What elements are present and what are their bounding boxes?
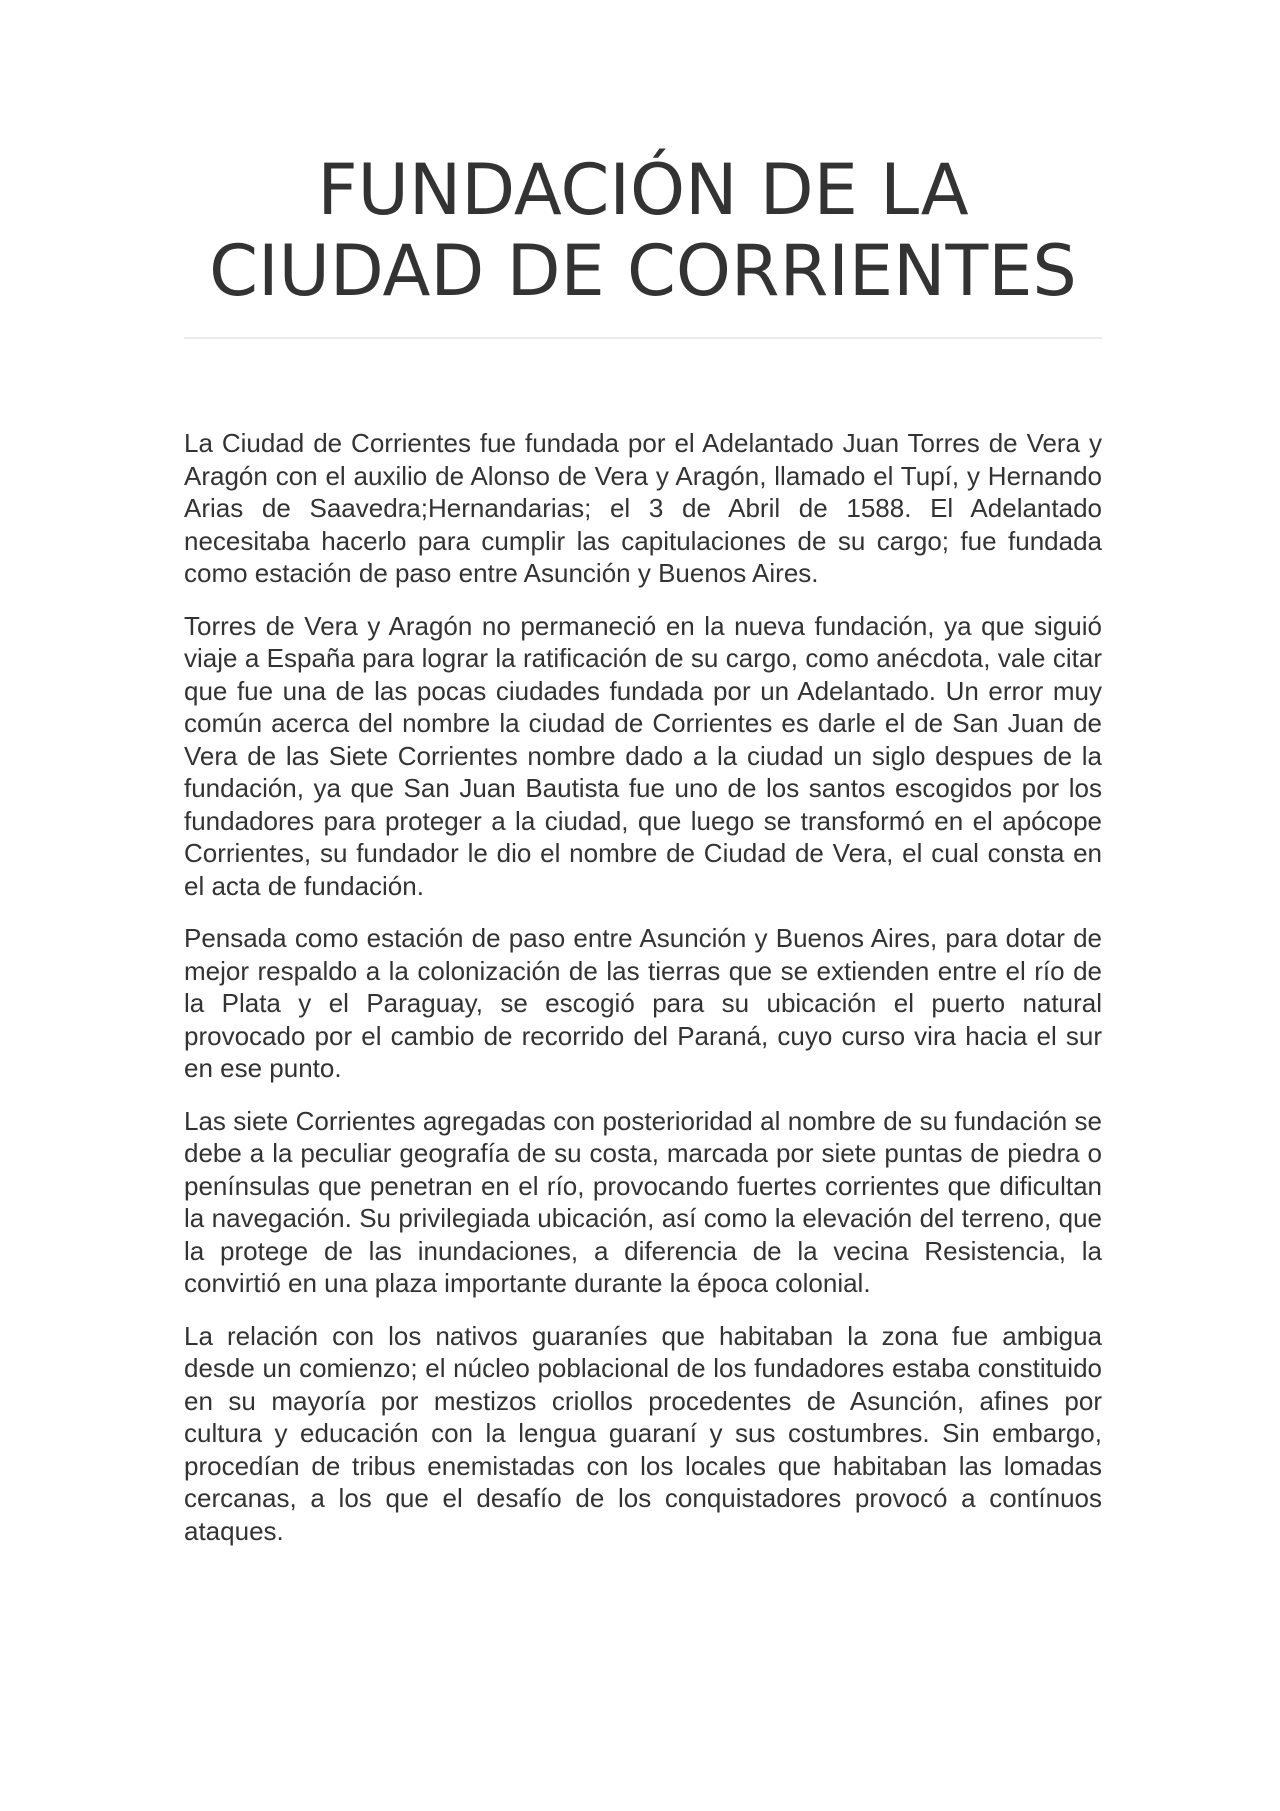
document-body [184, 427, 1102, 1567]
paragraph-3: Pensada como estación de paso entre Asunción y Buenos Aires, para dotar de mejor respaldo a la colonización de las tierras que se extienden entre el río de la Plata y el Paraguay, se escogió para su ubicación el puerto natural provocado por el cambio de recorrido del Paraná, cuyo curso vira hacia el sur en ese punto. [184, 923, 1102, 1083]
paragraph-2: Torres de Vera y Aragón no permaneció en la nueva fundación, ya que siguió viaje a España para lograr la ratificación de su cargo, como anécdota, vale citar que fue una de las pocas ciudades fundada por un Adelantado. Un error muy común acerca del nombre la ciudad de Corrientes es darle el de San Juan de Vera de las Siete Corrientes nombre dado a la ciudad un siglo despues de la fundación, ya que San Juan Bautista fue uno de los santos escogidos por los fundadores para proteger a la ciudad, que luego se transformó en el apócope Corrientes, su fundador le dio el nombre de Ciudad de Vera, el cual consta en el acta de fundación. [184, 610, 1102, 901]
title-line-1: FUNDACIÓN DE LA [317, 149, 969, 231]
paragraph-4: Las siete Corrientes agregadas con posterioridad al nombre de su fundación se debe a la peculiar geografía de su costa, marcada por siete puntas de piedra o penínsulas que penetran en el río, provocando fuertes corrientes que dificultan la navegación. Su privilegiada ubicación, así como la elevación del terreno, que la protege de las inundaciones, a diferencia de la vecina Resistencia, la convirtió en una plaza importante durante la época colonial. [184, 1105, 1102, 1298]
title-divider [184, 337, 1102, 339]
title-line-2: CIUDAD DE CORRIENTES [209, 230, 1077, 312]
page-title [184, 150, 1102, 312]
paragraph-5: La relación con los nativos guaraníes que habitaban la zona fue ambigua desde un comienzo; el núcleo poblacional de los fundadores estaba constituido en su mayoría por mestizos criollos procedentes de Asunción, afines por cultura y educación con la lengua guaraní y sus costumbres. Sin embargo, procedían de tribus enemistadas con los locales que habitaban las lomadas cercanas, a los que el desafío de los conquistadores provocó a contínuos ataques. [184, 1320, 1102, 1546]
paragraph-1: La Ciudad de Corrientes fue fundada por el Adelantado Juan Torres de Vera y Aragón con el auxilio de Alonso de Vera y Aragón, llamado el Tupí, y Hernando Arias de Saavedra;Hernandarias; el 3 de Abril de 1588. El Adelantado necesitaba hacerlo para cumplir las capitulaciones de su cargo; fue fundada como estación de paso entre Asunción y Buenos Aires. [184, 428, 1102, 588]
